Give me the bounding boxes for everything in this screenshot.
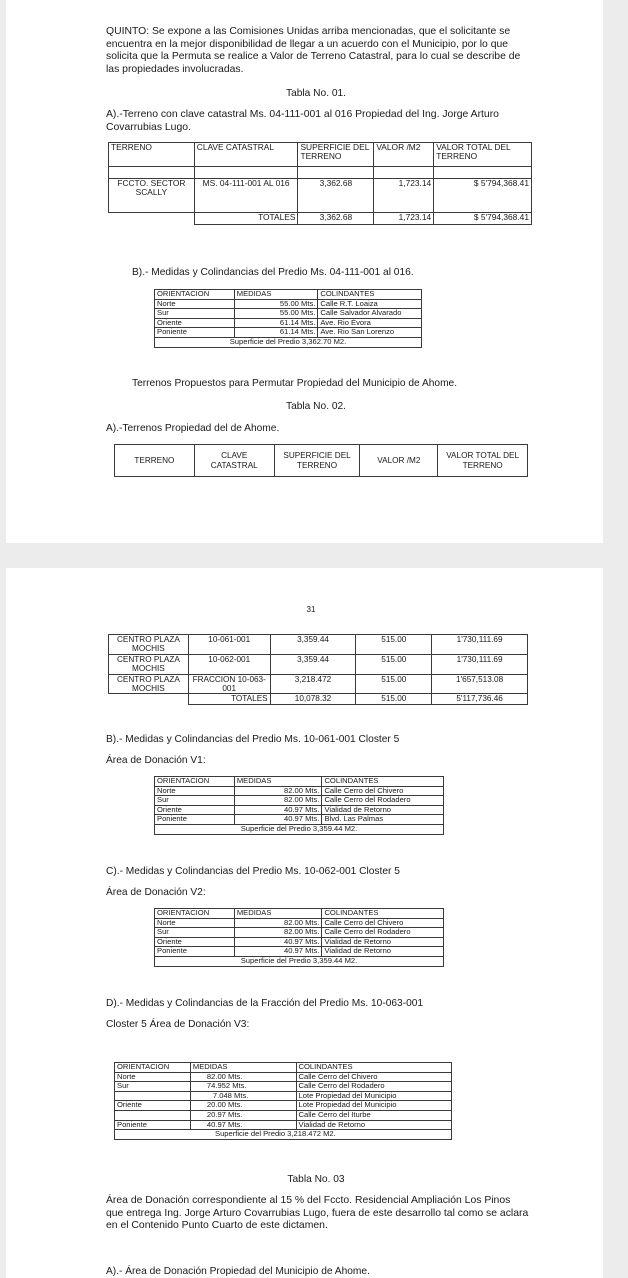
tabla-02-description: A).-Terrenos Propiedad del de Ahome. bbox=[106, 423, 280, 434]
table-cell: 1'730,111.69 bbox=[432, 635, 528, 655]
tabla-01-description: A).-Terreno con clave catastral Ms. 04-111-001 al 016 Propiedad del Ing. Jorge Arturo Covarrubias Lugo. bbox=[106, 109, 499, 133]
table-cell: 74.952 Mts. bbox=[190, 1082, 296, 1092]
table-cell: FCCTO. SECTOR SCALLY bbox=[109, 179, 195, 213]
table-cell: Vialidad de Retorno bbox=[296, 1120, 451, 1130]
table-cell: Norte bbox=[115, 1072, 191, 1082]
table-header: SUPERFICIE DEL TERRENO bbox=[298, 143, 374, 167]
table-cell: 1'657,513.08 bbox=[432, 674, 528, 694]
table-header: MEDIDAS bbox=[234, 909, 322, 919]
document-page-1 bbox=[6, 0, 603, 543]
totals-label: TOTALES bbox=[188, 694, 270, 704]
table-cell: 3,362.68 bbox=[298, 213, 374, 225]
medidas-table-v2 bbox=[154, 908, 444, 967]
table-cell: 40.97 Mts. bbox=[234, 805, 322, 815]
section-a-donacion-title: A).- Área de Donación Propiedad del Municipio de Ahome. bbox=[106, 1266, 370, 1277]
terrenos-propuestos-title: Terrenos Propuestos para Permutar Propiedad del Municipio de Ahome. bbox=[132, 378, 458, 389]
tabla-01-title: Tabla No. 01. bbox=[285, 88, 347, 99]
tabla-02-title: Tabla No. 02. bbox=[285, 401, 347, 412]
table-cell: Calle Cerro del Rodadero bbox=[322, 796, 444, 806]
table-header: MEDIDAS bbox=[190, 1063, 296, 1073]
section-d-title: D).- Medidas y Colindancias de la Fracción del Predio Ms. 10-063-001 bbox=[106, 998, 424, 1009]
medidas-table-v3 bbox=[114, 1062, 452, 1140]
table-cell: CENTRO PLAZA MOCHIS bbox=[109, 635, 189, 655]
table-cell: 61.14 Mts. bbox=[234, 318, 318, 328]
table-cell: 7.048 Mts. bbox=[190, 1091, 296, 1101]
table-footer: Superficie del Predio 3,359.44 M2. bbox=[155, 956, 444, 966]
table-header: VALOR TOTAL DEL TERRENO bbox=[434, 143, 532, 167]
table-cell: 3,218.472 bbox=[270, 674, 356, 694]
tabla-01 bbox=[108, 142, 532, 225]
table-cell: Norte bbox=[155, 918, 235, 928]
document-page-2 bbox=[6, 568, 603, 1278]
table-cell: 55.00 Mts. bbox=[234, 309, 318, 319]
table-cell: Sur bbox=[155, 928, 235, 938]
tabla-02-header bbox=[114, 444, 528, 477]
table-cell: 20.97 Mts. bbox=[190, 1110, 296, 1120]
table-cell: Vialidad de Retorno bbox=[322, 805, 444, 815]
table-cell: 61.14 Mts. bbox=[234, 328, 318, 338]
table-cell: Vialidad de Retorno bbox=[322, 947, 444, 957]
table-cell: Calle Cerro del Iturbe bbox=[296, 1110, 451, 1120]
table-cell: Lote Propiedad del Municipio bbox=[296, 1091, 451, 1101]
table-cell: 10-062-001 bbox=[188, 654, 270, 674]
table-header: ORIENTACION bbox=[155, 290, 235, 300]
table-cell: Blvd. Las Palmas bbox=[322, 815, 444, 825]
table-cell: Norte bbox=[155, 786, 235, 796]
page-number: 31 bbox=[306, 605, 316, 614]
table-cell: 82.00 Mts. bbox=[234, 918, 322, 928]
table-cell: Calle Salvador Alvarado bbox=[318, 309, 422, 319]
table-cell: 5'117,736.46 bbox=[432, 694, 528, 704]
table-cell: Oriente bbox=[115, 1101, 191, 1111]
table-header: COLINDANTES bbox=[322, 777, 444, 787]
table-cell: 55.00 Mts. bbox=[234, 299, 318, 309]
table-header: SUPERFICIE DEL TERRENO bbox=[274, 445, 360, 477]
table-cell: Sur bbox=[155, 796, 235, 806]
table-cell: 1'730,111.69 bbox=[432, 654, 528, 674]
table-cell: Ave. Rio San Lorenzo bbox=[318, 328, 422, 338]
table-cell: $ 5'794,368.41 bbox=[434, 179, 532, 213]
table-cell: 82.00 Mts. bbox=[190, 1072, 296, 1082]
table-cell: Poniente bbox=[155, 328, 235, 338]
section-d-area: Closter 5 Área de Donación V3: bbox=[106, 1019, 250, 1030]
table-cell: FRACCION 10-063-001 bbox=[188, 674, 270, 694]
table-header: ORIENTACION bbox=[115, 1063, 191, 1073]
table-cell: 1,723.14 bbox=[374, 179, 434, 213]
section-b-area: Área de Donación V1: bbox=[106, 755, 206, 766]
table-cell: 3,362.68 bbox=[298, 179, 374, 213]
table-header: VALOR TOTAL DEL TERRENO bbox=[438, 445, 528, 477]
table-cell: 515.00 bbox=[356, 635, 432, 655]
medidas-table-v1 bbox=[154, 776, 444, 835]
table-cell: Poniente bbox=[155, 815, 235, 825]
table-header: VALOR /M2 bbox=[360, 445, 438, 477]
table-cell: Calle Cerro del Chivero bbox=[296, 1072, 451, 1082]
section-c-title: C).- Medidas y Colindancias del Predio Ms. 10-062-001 Closter 5 bbox=[106, 866, 400, 877]
table-cell: 40.97 Mts. bbox=[234, 937, 322, 947]
table-cell: Sur bbox=[115, 1082, 191, 1092]
table-footer: Superficie del Predio 3,218.472 M2. bbox=[115, 1130, 452, 1140]
tabla-03-title: Tabla No. 03 bbox=[287, 1174, 345, 1185]
table-cell: $ 5'794,368.41 bbox=[434, 213, 532, 225]
totals-label: TOTALES bbox=[194, 213, 298, 225]
table-header: VALOR /M2 bbox=[374, 143, 434, 167]
table-cell: 515.00 bbox=[356, 674, 432, 694]
table-cell: Ave. Rio Évora bbox=[318, 318, 422, 328]
table-cell: Poniente bbox=[115, 1120, 191, 1130]
table-header: ORIENTACION bbox=[155, 777, 235, 787]
medidas-table-b bbox=[154, 289, 422, 348]
table-cell: 515.00 bbox=[356, 694, 432, 704]
table-cell bbox=[115, 1110, 191, 1120]
table-cell: CENTRO PLAZA MOCHIS bbox=[109, 654, 189, 674]
table-cell: 82.00 Mts. bbox=[234, 928, 322, 938]
table-cell: 10,078.32 bbox=[270, 694, 356, 704]
table-cell: Calle Cerro del Rodadero bbox=[322, 928, 444, 938]
table-cell: Oriente bbox=[155, 937, 235, 947]
table-header: MEDIDAS bbox=[234, 777, 322, 787]
quinto-paragraph: QUINTO: Se expone a las Comisiones Unidas arriba mencionadas, que el solicitante se encuentra en la mejor disponibilidad de llegar a un acuerdo con el Municipio, por lo que solicita que la Permuta se realice a Valor de Terreno Catastral, para lo cual se describe de las propiedades involucradas. bbox=[106, 26, 521, 75]
table-cell: Lote Propiedad del Municipio bbox=[296, 1101, 451, 1111]
table-cell: 515.00 bbox=[356, 654, 432, 674]
table-header: COLINDANTES bbox=[296, 1063, 451, 1073]
table-cell: CENTRO PLAZA MOCHIS bbox=[109, 674, 189, 694]
table-cell: Vialidad de Retorno bbox=[322, 937, 444, 947]
table-cell: 40.97 Mts. bbox=[190, 1120, 296, 1130]
table-cell: Oriente bbox=[155, 805, 235, 815]
tabla-03-paragraph: Área de Donación correspondiente al 15 % del Fccto. Residencial Ampliación Los Pinos que entrega Ing. Jorge Arturo Covarrubias Lugo, fuera de este desarrollo tal como se aclara en el Contenido Punto Cuarto de este dictamen. bbox=[106, 1195, 529, 1232]
table-cell: 10-061-001 bbox=[188, 635, 270, 655]
table-cell: 20.00 Mts. bbox=[190, 1101, 296, 1111]
table-cell: 82.00 Mts. bbox=[234, 786, 322, 796]
table-header: ORIENTACION bbox=[155, 909, 235, 919]
table-cell: 40.97 Mts. bbox=[234, 815, 322, 825]
table-header: MEDIDAS bbox=[234, 290, 318, 300]
table-cell: 3,359.44 bbox=[270, 635, 356, 655]
table-cell: Poniente bbox=[155, 947, 235, 957]
table-cell: Calle Cerro del Chivero bbox=[322, 918, 444, 928]
tabla-02-rows bbox=[108, 634, 528, 705]
section-c-area: Área de Donación V2: bbox=[106, 887, 206, 898]
section-b-title: B).- Medidas y Colindancias del Predio Ms. 04-111-001 al 016. bbox=[132, 267, 414, 278]
table-cell: 3,359.44 bbox=[270, 654, 356, 674]
table-header: TERRENO bbox=[115, 445, 195, 477]
table-cell: MS. 04-111-001 AL 016 bbox=[194, 179, 298, 213]
table-footer: Superficie del Predio 3,359.44 M2. bbox=[155, 824, 444, 834]
table-cell: Oriente bbox=[155, 318, 235, 328]
table-footer: Superficie del Predio 3,362.70 M2. bbox=[155, 337, 422, 347]
table-cell: 82.00 Mts. bbox=[234, 796, 322, 806]
table-header: CLAVE CATASTRAL bbox=[194, 445, 274, 477]
table-header: CLAVE CATASTRAL bbox=[194, 143, 298, 167]
table-header: TERRENO bbox=[109, 143, 195, 167]
table-header: COLINDANTES bbox=[318, 290, 422, 300]
table-cell: Sur bbox=[155, 309, 235, 319]
table-header: COLINDANTES bbox=[322, 909, 444, 919]
table-cell: Calle Cerro del Rodadero bbox=[296, 1082, 451, 1092]
table-cell: 40.97 Mts. bbox=[234, 947, 322, 957]
section-b-title: B).- Medidas y Colindancias del Predio Ms. 10-061-001 Closter 5 bbox=[106, 734, 400, 745]
table-cell: Calle R.T. Loaiza bbox=[318, 299, 422, 309]
table-cell: Calle Cerro del Chivero bbox=[322, 786, 444, 796]
table-cell: 1,723.14 bbox=[374, 213, 434, 225]
table-cell: Norte bbox=[155, 299, 235, 309]
